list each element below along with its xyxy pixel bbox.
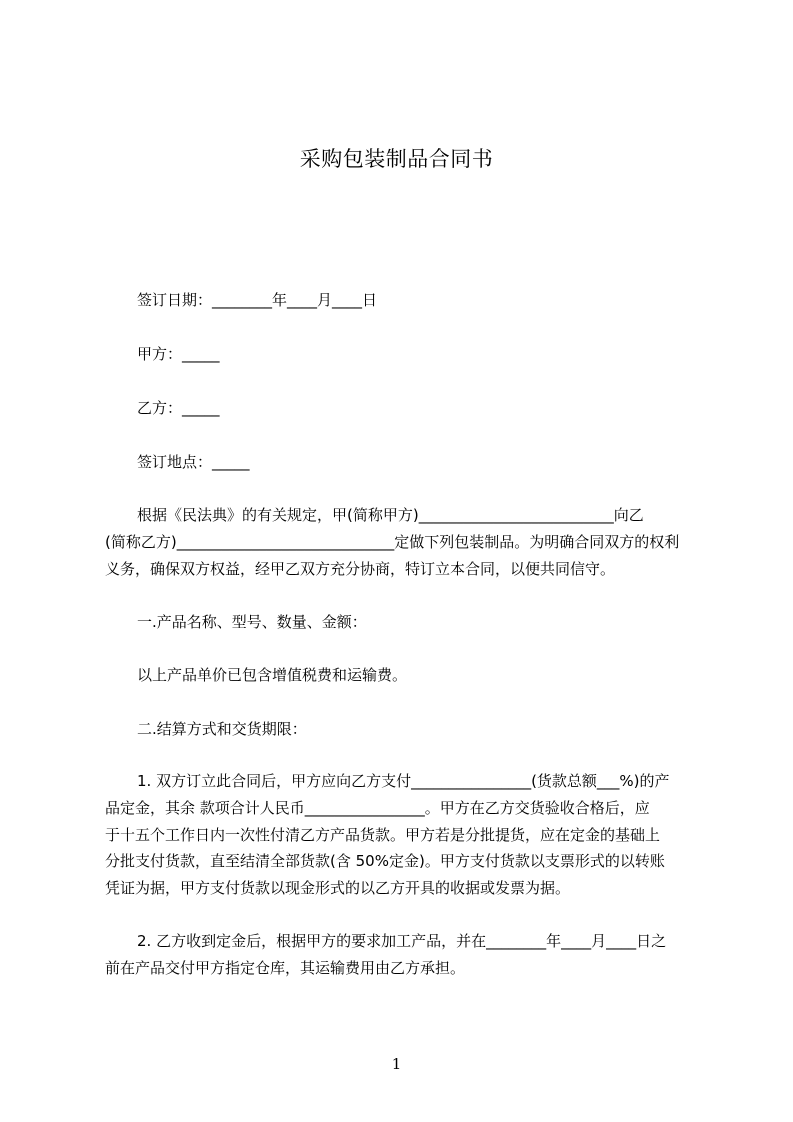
sign-date-field: 签订日期：________年____月____日 [137,291,378,309]
preamble-line: 义务，确保双方权益，经甲乙双方充分协商，特订立本合同，以便共同信守。 [105,560,616,578]
page-number: 1 [391,1055,402,1073]
clause-1-line: 1. 双方订立此合同后，甲方应向乙方支付________________(货款总额___%)的产 [137,772,670,790]
sign-place-field: 签订地点：_____ [137,453,250,471]
price-note: 以上产品单价已包含增值税费和运输费。 [137,666,408,684]
party-b-field: 乙方：_____ [137,399,220,417]
preamble-line: 根据《民法典》的有关规定，甲(简称甲方)__________________________向乙 [137,506,644,524]
clause-1-line: 品定金，其余 款项合计人民币________________。甲方在乙方交货验收合格后，应 [105,799,650,817]
clause-1-line: 于十五个工作日内一次性付清乙方产品货款。甲方若是分批提货，应在定金的基础上 [105,826,661,844]
section-1-heading: 一.产品名称、型号、数量、金额： [137,613,367,631]
clause-1-line: 凭证为据，甲方支付货款以现金形式的以乙方开具的收据或发票为据。 [105,879,571,897]
preamble-line: (简称乙方)_____________________________定做下列包装制品。为明确合同双方的权利 [105,533,680,551]
party-a-field: 甲方：_____ [137,345,220,363]
clause-1-line: 分批支付货款，直至结清全部货款(含 50%定金)。甲方支付货款以支票形式的以转账 [105,852,665,870]
section-2-heading: 二.结算方式和交货期限： [137,720,307,738]
clause-2-line: 2. 乙方收到定金后，根据甲方的要求加工产品，并在________年____月____日之 [137,932,667,950]
clause-2-line: 前在产品交付甲方指定仓库，其运输费用由乙方承担。 [105,959,466,977]
document-title: 采购包装制品合同书 [299,147,494,171]
